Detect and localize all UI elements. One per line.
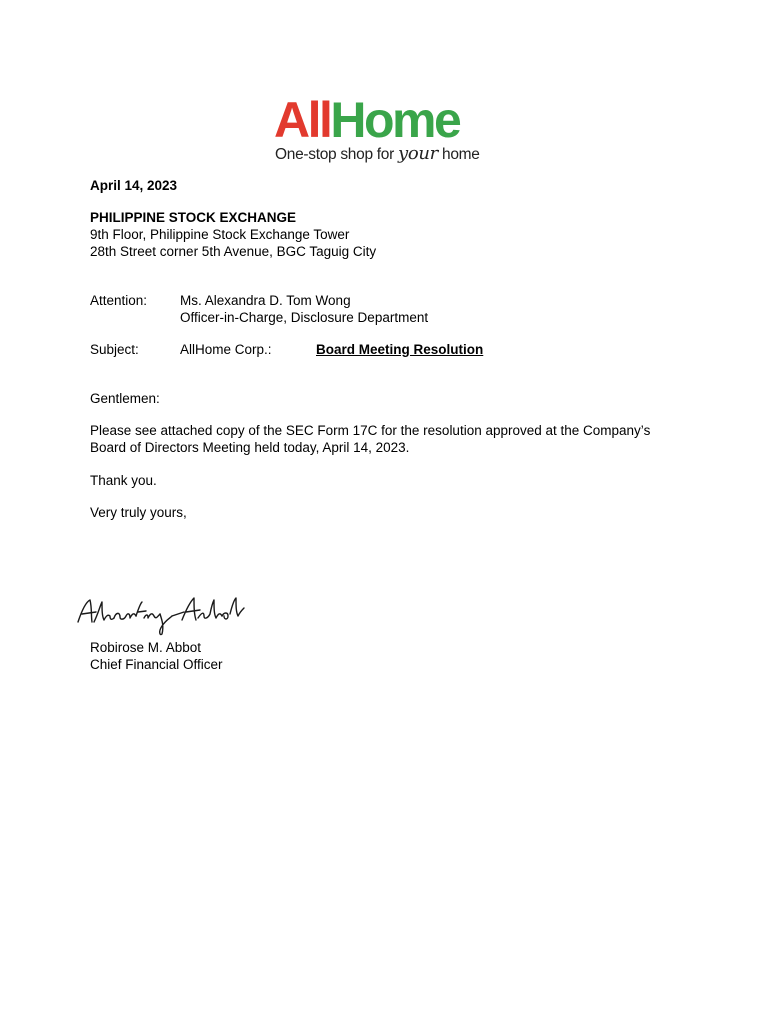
letter-date: April 14, 2023 [90,178,178,193]
tagline-post: home [438,146,480,163]
body-line-1: Please see attached copy of the SEC Form 17C for the resolution approved at the Company’s [90,423,651,438]
logo-tagline [275,144,480,165]
salutation: Gentlemen: [90,391,160,406]
signatory-name: Robirose M. Abbot [90,640,202,655]
recipient-name: PHILIPPINE STOCK EXCHANGE [90,210,297,225]
subject-company: AllHome Corp.: [180,342,272,357]
closing-line: Very truly yours, [90,505,187,520]
tagline-your: your [397,143,438,164]
recipient-address-line2: 28th Street corner 5th Avenue, BGC Taguig City [90,244,377,259]
logo-wordmark [274,92,459,148]
thanks-line: Thank you. [90,473,157,488]
body-line-2: Board of Directors Meeting held today, April 14, 2023. [90,440,410,455]
attention-title: Officer-in-Charge, Disclosure Department [180,310,429,325]
subject-label: Subject: [90,342,139,357]
logo-home: Home [330,92,460,148]
allhome-logo [274,92,494,176]
attention-label: Attention: [90,293,148,308]
subject-text: Board Meeting Resolution [316,342,484,357]
signatory-title: Chief Financial Officer [90,657,223,672]
tagline-pre: One-stop shop for [275,146,398,163]
logo-all: All [274,92,331,148]
recipient-address-line1: 9th Floor, Philippine Stock Exchange Tower [90,227,350,242]
signature-image [72,590,252,638]
attention-name: Ms. Alexandra D. Tom Wong [180,293,351,308]
